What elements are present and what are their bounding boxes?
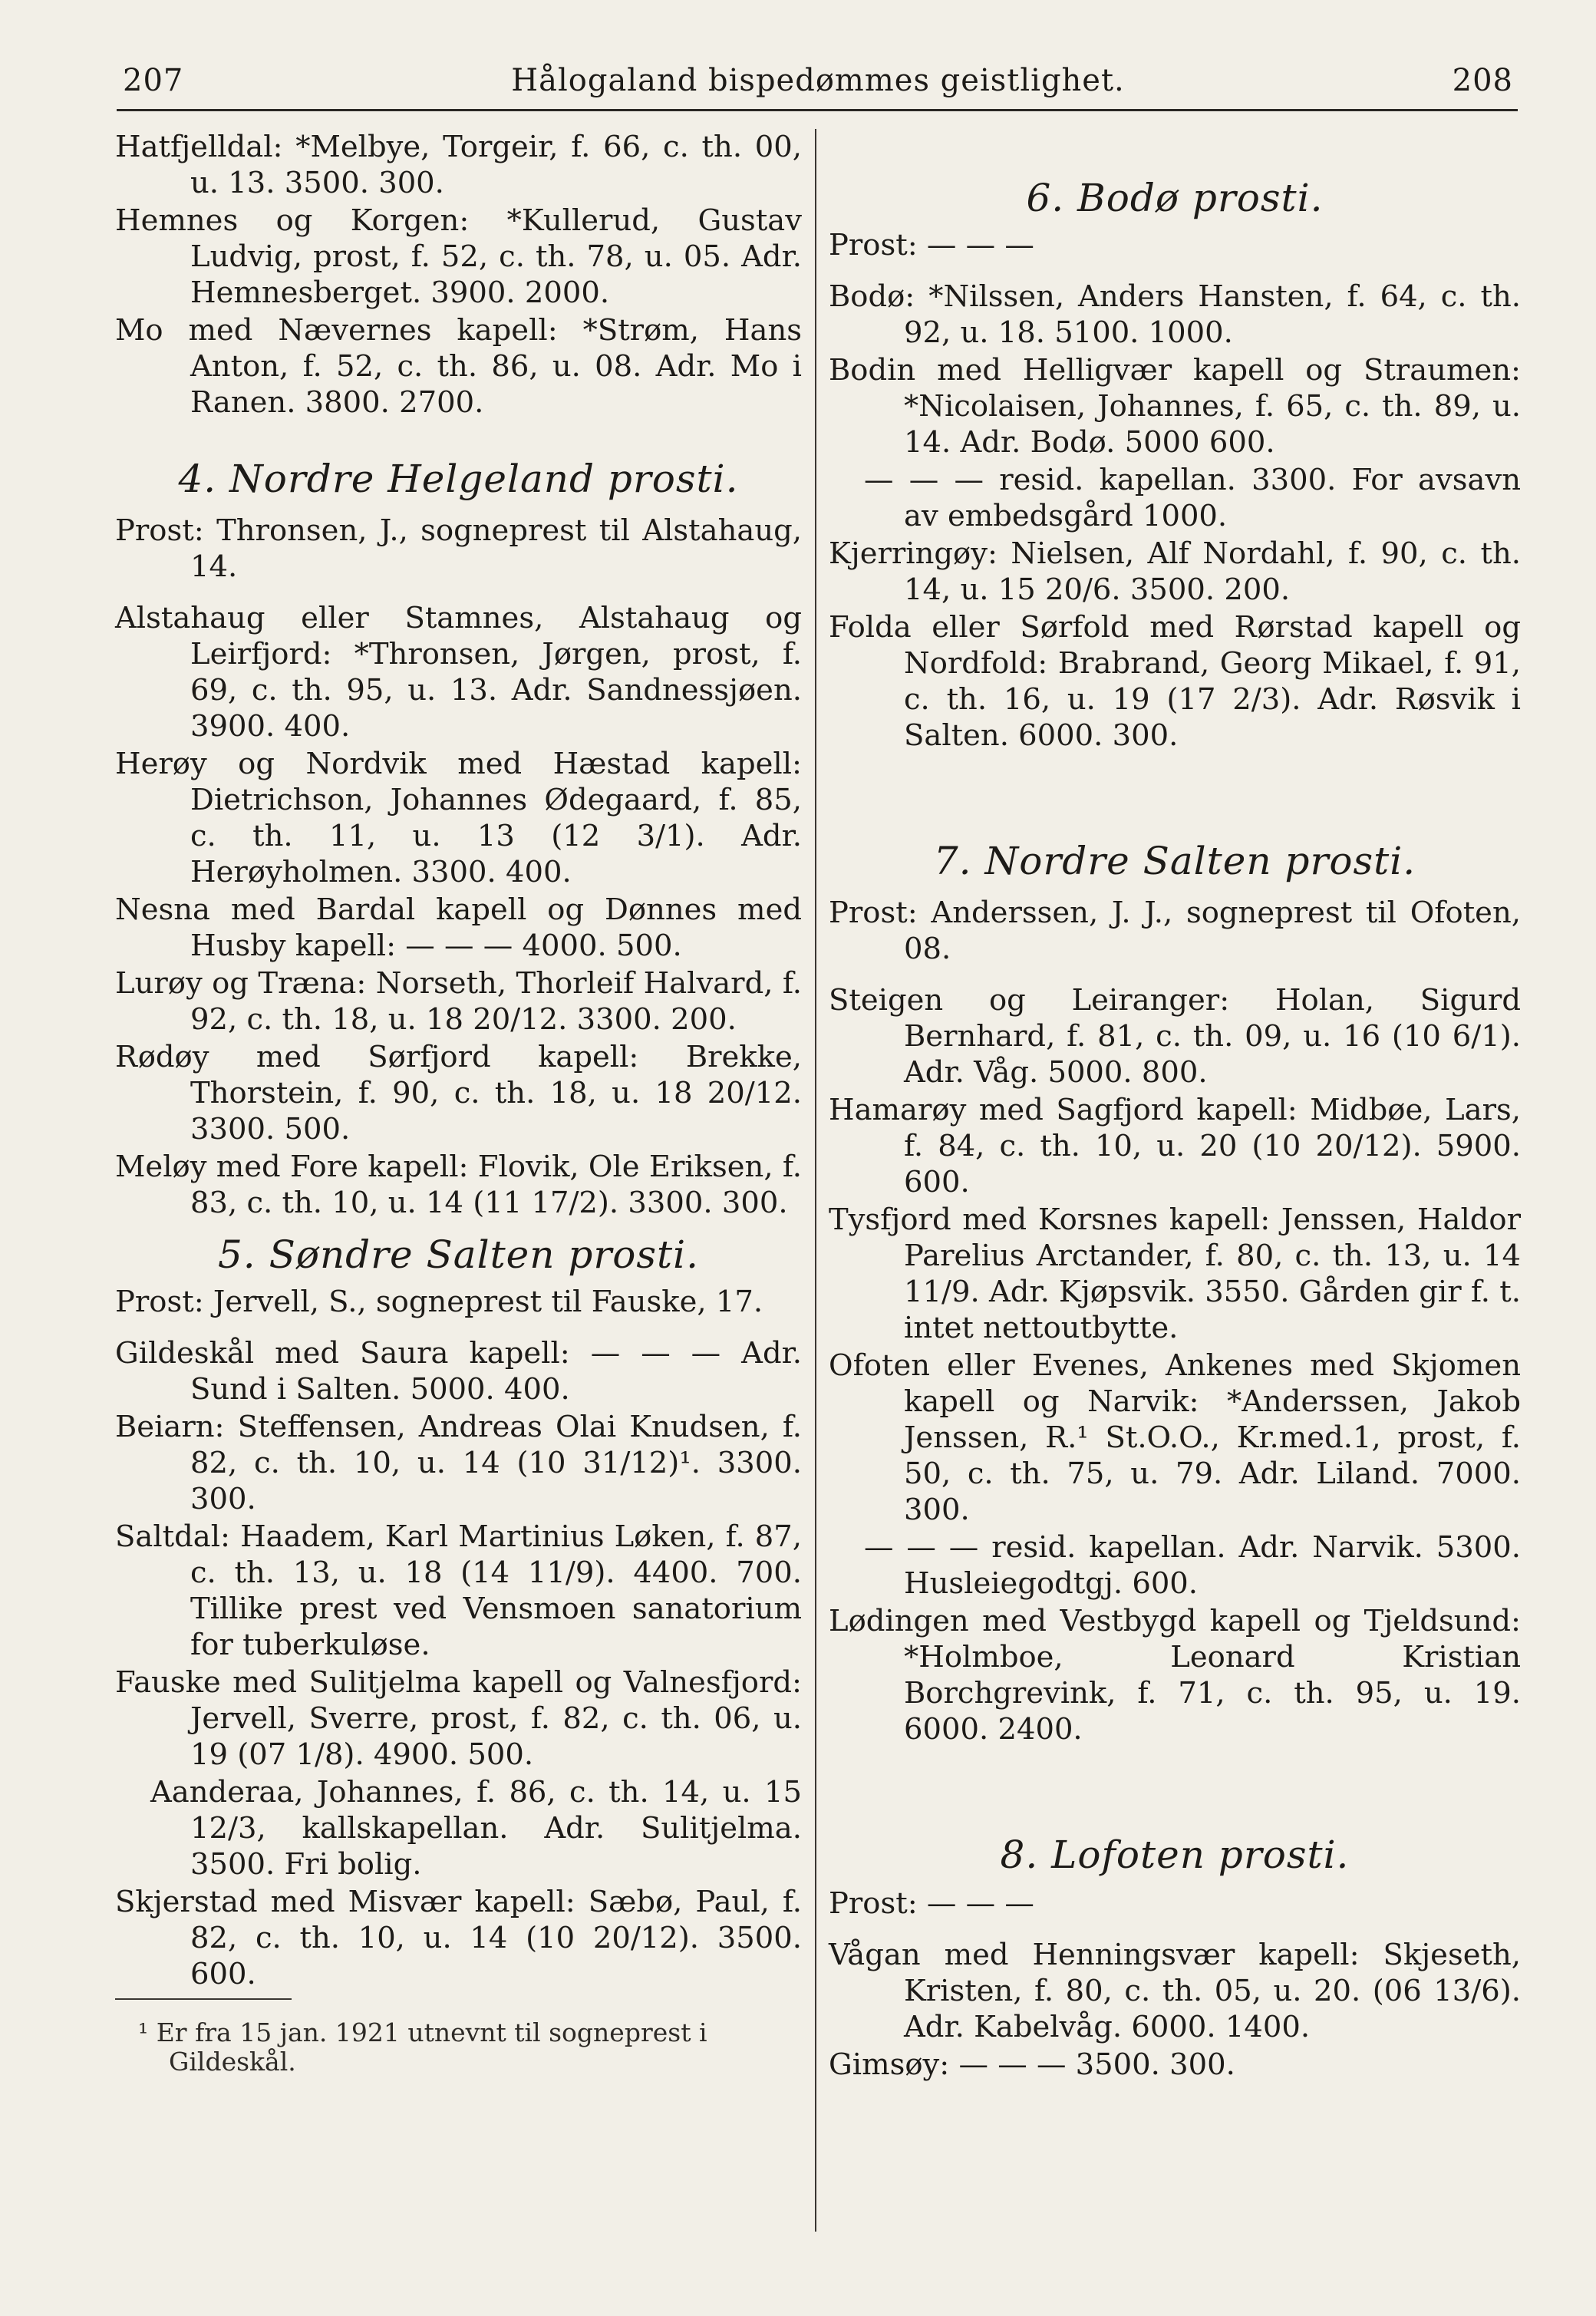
- section-heading-nordre-salten: 7. Nordre Salten prosti.: [933, 839, 1416, 883]
- footnote-rule: [115, 1998, 292, 2000]
- entry-gildeskal: Gildeskål med Saura kapell: — — — Adr. Sund i Salten. 5000. 400.: [115, 1336, 802, 1407]
- entry-prost-bodo: Prost: — — —: [829, 228, 1034, 262]
- entry-prost-lofoten: Prost: — — —: [829, 1886, 1034, 1921]
- entry-heroy: Herøy og Nordvik med Hæstad kapell: Dietrichson, Johannes Ødegaard, f. 85, c. th. 11, u. 13 (12 3/1). Adr. Herøyholmen. 3300. 400.: [115, 747, 802, 889]
- right-column: [829, 129, 1521, 2083]
- entry-bodin: Bodin med Helligvær kapell og Straumen: *Nicolaisen, Johannes, f. 65, c. th. 89, u. 14. Adr. Bodø. 5000 600.: [829, 353, 1521, 460]
- entry-ofoten-kapellan: — — — resid. kapellan. Adr. Narvik. 5300. Husleiegodtgj. 600.: [864, 1530, 1521, 1601]
- entry-bodin-kapellan: — — — resid. kapellan. 3300. For avsavn av embedsgård 1000.: [864, 463, 1521, 533]
- entry-steigen: Steigen og Leiranger: Holan, Sigurd Bernhard, f. 81, c. th. 09, u. 16 (10 6/1). Adr. Våg. 5000. 800.: [829, 983, 1521, 1090]
- entry-hemnes: Hemnes og Korgen: *Kullerud, Gustav Ludvig, prost, f. 52, c. th. 78, u. 05. Adr. Hemnesberget. 3900. 2000.: [115, 203, 802, 310]
- entry-mo: Mo med Nævernes kapell: *Strøm, Hans Anton, f. 52, c. th. 86, u. 08. Adr. Mo i Ranen. 3800. 2700.: [115, 313, 802, 420]
- entry-tysfjord: Tysfjord med Korsnes kapell: Jenssen, Haldor Parelius Arctander, f. 80, c. th. 13, u. 14 11/9. Adr. Kjøpsvik. 3550. Gården gir f. t. intet nettoutbytte.: [829, 1203, 1521, 1345]
- entry-alstahaug: Alstahaug eller Stamnes, Alstahaug og Leirfjord: *Thronsen, Jørgen, prost, f. 69, c. th. 95, u. 13. Adr. Sandnessjøen. 3900. 400.: [115, 601, 802, 744]
- page-number-left: 207: [123, 63, 184, 98]
- entry-luroy: Lurøy og Træna: Norseth, Thorleif Halvard, f. 92, c. th. 18, u. 18 20/12. 3300. 200.: [115, 966, 802, 1037]
- entry-beiarn: Beiarn: Steffensen, Andreas Olai Knudsen, f. 82, c. th. 10, u. 14 (10 31/12)¹. 3300. 300.: [115, 1410, 802, 1516]
- section-heading-nordre-helgeland: 4. Nordre Helgeland prosti.: [178, 457, 739, 501]
- running-header: [123, 55, 1513, 101]
- section-heading-sondre-salten: 5. Søndre Salten prosti.: [217, 1232, 700, 1277]
- entry-gimsoy: Gimsøy: — — — 3500. 300.: [829, 2047, 1235, 2082]
- entry-rodoy: Rødøy med Sørfjord kapell: Brekke, Thorstein, f. 90, c. th. 18, u. 18 20/12. 3300. 500.: [115, 1040, 802, 1146]
- entry-hatfjelldal: Hatfjelldal: *Melbye, Torgeir, f. 66, c. th. 00, u. 13. 3500. 300.: [115, 130, 802, 200]
- header-rule: [117, 109, 1518, 111]
- entry-skjerstad: Skjerstad med Misvær kapell: Sæbø, Paul, f. 82, c. th. 10, u. 14 (10 20/12). 3500. 600.: [115, 1885, 802, 1991]
- entry-folda: Folda eller Sørfold med Rørstad kapell og Nordfold: Brabrand, Georg Mikael, f. 91, c. th. 16, u. 19 (17 2/3). Adr. Røsvik i Salten. 6000. 300.: [829, 610, 1521, 753]
- entry-ofoten: Ofoten eller Evenes, Ankenes med Skjomen kapell og Narvik: *Anderssen, Jakob Jenssen, R.¹ St.O.O., Kr.med.1, prost, f. 50, c. th. 75, u. 79. Adr. Liland. 7000. 300.: [829, 1348, 1521, 1527]
- running-title: Hålogaland bispedømmes geistlighet.: [511, 63, 1125, 98]
- section-heading-lofoten: 8. Lofoten prosti.: [1000, 1833, 1350, 1877]
- page-number-right: 208: [1452, 63, 1513, 98]
- entry-saltdal: Saltdal: Haadem, Karl Martinius Løken, f. 87, c. th. 13, u. 18 (14 11/9). 4400. 700. Tillike prest ved Vensmoen sanatorium for tuberkuløse.: [115, 1519, 802, 1662]
- column-divider: [815, 129, 816, 2232]
- section-heading-bodo: 6. Bodø prosti.: [1026, 176, 1324, 220]
- entry-fauske: Fauske med Sulitjelma kapell og Valnesfjord: Jervell, Sverre, prost, f. 82, c. th. 06, u. 19 (07 1/8). 4900. 500.: [115, 1665, 802, 1772]
- entry-meloy: Meløy med Fore kapell: Flovik, Ole Eriksen, f. 83, c. th. 10, u. 14 (11 17/2). 3300. 300.: [115, 1150, 802, 1220]
- entry-vagan: Vågan med Henningsvær kapell: Skjeseth, Kristen, f. 80, c. th. 05, u. 20. (06 13/6). Adr. Kabelvåg. 6000. 1400.: [829, 1938, 1521, 2044]
- entry-aanderaa: Aanderaa, Johannes, f. 86, c. th. 14, u. 15 12/3, kallskapellan. Adr. Sulitjelma. 3500. Fri bolig.: [150, 1775, 802, 1882]
- entry-prost-sondre-salten: Prost: Jervell, S., sogneprest til Fauske, 17.: [115, 1285, 763, 1319]
- entry-lodingen: Lødingen med Vestbygd kapell og Tjeldsund: *Holmboe, Leonard Kristian Borchgrevink, f. 71, c. th. 95, u. 19. 6000. 2400.: [829, 1604, 1521, 1747]
- entry-hamaroy: Hamarøy med Sagfjord kapell: Midbøe, Lars, f. 84, c. th. 10, u. 20 (10 20/12). 5900. 600.: [829, 1093, 1521, 1199]
- entry-nesna: Nesna med Bardal kapell og Dønnes med Husby kapell: — — — 4000. 500.: [115, 892, 802, 963]
- entry-prost-nordre-helgeland: Prost: Thronsen, J., sogneprest til Alstahaug, 14.: [115, 513, 802, 584]
- entry-prost-nordre-salten: Prost: Anderssen, J. J., sogneprest til Ofoten, 08.: [829, 896, 1521, 966]
- footnote: ¹ Er fra 15 jan. 1921 utnevnt til sogneprest i Gildeskål.: [138, 2017, 707, 2077]
- entry-kjerringoy: Kjerringøy: Nielsen, Alf Nordahl, f. 90, c. th. 14, u. 15 20/6. 3500. 200.: [829, 536, 1521, 607]
- left-column: [115, 129, 802, 2077]
- entry-bodo: Bodø: *Nilssen, Anders Hansten, f. 64, c. th. 92, u. 18. 5100. 1000.: [829, 279, 1521, 350]
